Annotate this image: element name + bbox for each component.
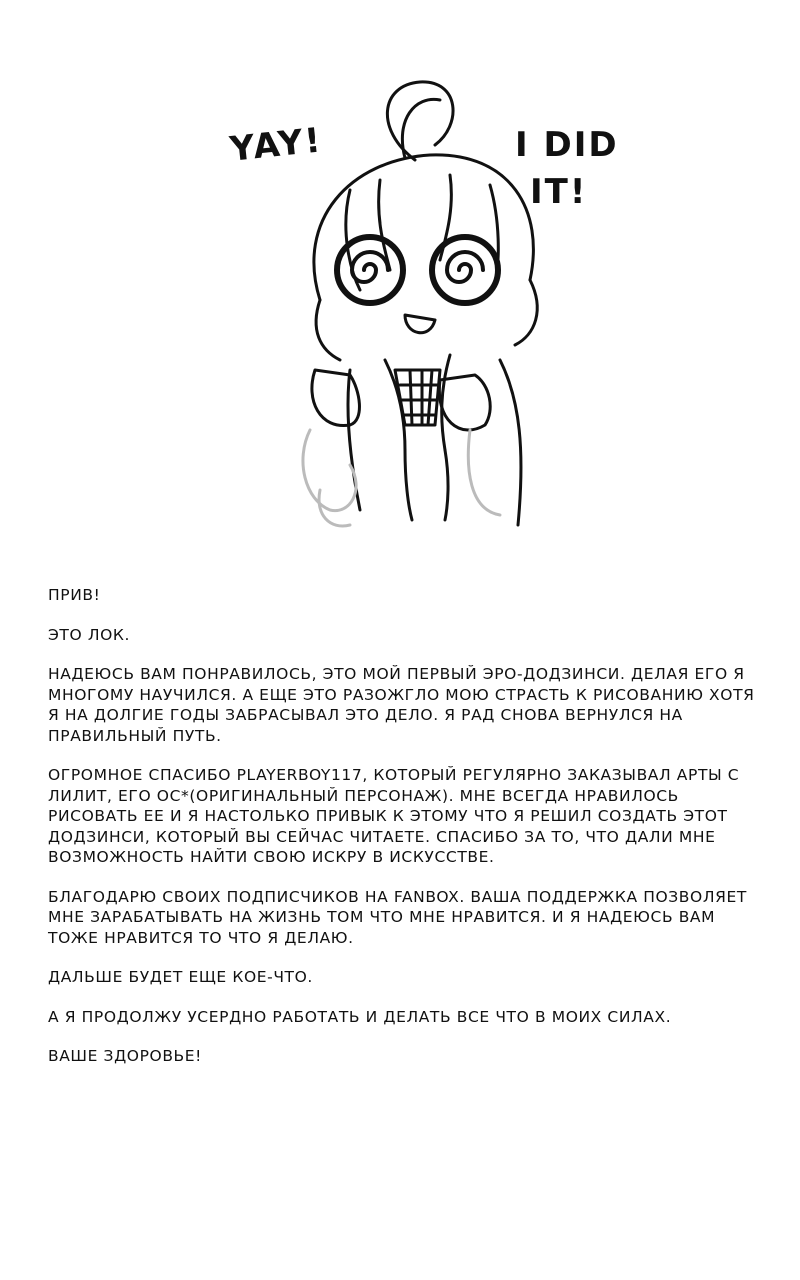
exclamation-it: IT! [530, 172, 588, 212]
author-letter [48, 585, 758, 1086]
letter-paragraph: ОГРОМНОЕ СПАСИБО PLAYERBOY117, КОТОРЫЙ РЕГУЛЯРНО ЗАКАЗЫВАЛ АРТЫ С ЛИЛИТ, ЕГО OC*(ОРИГИНАЛЬНЫЙ ПЕРСОНАЖ). МНЕ ВСЕГДА НРАВИЛОСЬ РИСОВАТЬ ЕЕ И Я НАСТОЛЬКО ПРИВЫК К ЭТОМУ ЧТО Я РЕШИЛ СОЗДАТЬ ЭТОТ ДОДЗИНСИ, КОТОРЫЙ ВЫ СЕЙЧАС ЧИТАЕТЕ. СПАСИБО ЗА ТО, ЧТО ДАЛИ МНЕ ВОЗМОЖНОСТЬ НАЙТИ СВОЮ ИСКРУ В ИСКУССТВЕ. [48, 766, 740, 866]
letter-greeting: ПРИВ! [48, 586, 101, 604]
exclamation-i-did: I DID [515, 125, 619, 165]
letter-paragraph: ДАЛЬШЕ БУДЕТ ЕЩЕ КОЕ-ЧТО. [48, 968, 313, 986]
letter-paragraph: А Я ПРОДОЛЖУ УСЕРДНО РАБОТАТЬ И ДЕЛАТЬ ВСЕ ЧТО В МОИХ СИЛАХ. [48, 1007, 672, 1026]
letter-signoff: ВАШЕ ЗДОРОВЬЕ! [48, 1047, 202, 1065]
letter-paragraph: БЛАГОДАРЮ СВОИХ ПОДПИСЧИКОВ НА FANBOX. ВАША ПОДДЕРЖКА ПОЗВОЛЯЕТ МНЕ ЗАРАБАТЫВАТЬ НА ЖИЗНЬ ТОМ ЧТО МНЕ НРАВИТСЯ. И Я НАДЕЮСЬ ВАМ ТОЖЕ НРАВИТСЯ ТО ЧТО Я ДЕЛАЮ. [48, 887, 747, 947]
letter-paragraph: НАДЕЮСЬ ВАМ ПОНРАВИЛОСЬ, ЭТО МОЙ ПЕРВЫЙ ЭРО-ДОДЗИНСИ. ДЕЛАЯ ЕГО Я МНОГОМУ НАУЧИЛСЯ. А ЕЩЕ ЭТО РАЗОЖГЛО МОЮ СТРАСТЬ К РИСОВАНИЮ ХОТЯ Я НА ДОЛГИЕ ГОДЫ ЗАБРАСЫВАЛ ЭТО ДЕЛО. Я РАД СНОВА ВЕРНУЛСЯ НА ПРАВИЛЬНЫЙ ПУТЬ. [48, 665, 755, 745]
exclamation-yay: YAY! [228, 120, 325, 170]
letter-intro: ЭТО ЛОК. [48, 625, 131, 644]
